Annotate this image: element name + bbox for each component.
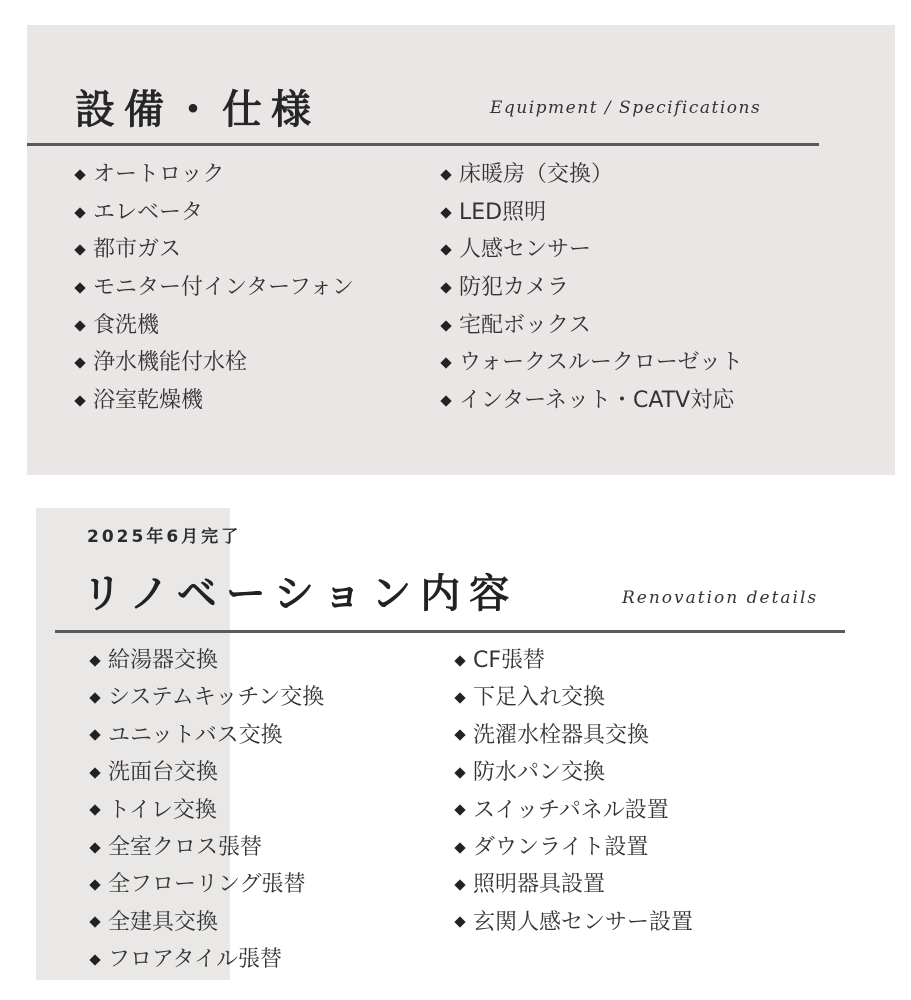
diamond-bullet-icon [89,954,100,965]
list-item-label: 下足入れ交換 [473,685,606,711]
equipment-subtitle: Equipment / Specifications [490,98,762,118]
list-item-label: モニター付インターフォン [93,275,354,301]
diamond-bullet-icon [74,320,85,331]
list-item-label: CF張替 [473,648,546,673]
list-item-label: 防水パン交換 [473,760,606,786]
list-item-label: 全建具交換 [108,909,219,935]
list-item-label: LED照明 [459,199,547,225]
diamond-bullet-icon [89,879,100,890]
list-item-label: 都市ガス [93,237,182,263]
list-item-label: フロアタイル張替 [108,947,283,973]
list-item-label: ウォークスルークローゼット [459,350,744,376]
list-item-label: システムキッチン交換 [108,685,325,711]
list-item-label: 食洗機 [93,312,160,338]
diamond-bullet-icon [440,282,451,293]
diamond-bullet-icon [89,692,100,703]
list-item [456,679,693,716]
diamond-bullet-icon [454,767,465,778]
diamond-bullet-icon [74,169,85,180]
list-item [91,941,324,978]
equipment-list-right [442,156,743,420]
renovation-list-right [456,642,693,941]
diamond-bullet-icon [454,692,465,703]
diamond-bullet-icon [440,320,451,331]
equipment-title: 設備・仕様 [75,87,320,133]
renovation-title: リノベーション内容 [82,571,519,617]
renovation-date: 2025年6月完了 [87,527,242,547]
list-item-label: ダウンライト設置 [473,834,649,860]
diamond-bullet-icon [454,655,465,666]
list-item-label: 宅配ボックス [459,312,591,338]
diamond-bullet-icon [454,842,465,853]
list-item [456,866,693,903]
list-item [91,717,324,754]
diamond-bullet-icon [440,169,451,180]
list-item [91,792,324,829]
list-item [76,307,354,345]
list-item-label: 玄関人感センサー設置 [473,909,694,935]
list-item-label: 洗濯水栓器具交換 [473,722,650,748]
list-item-label: 防犯カメラ [459,275,570,301]
list-item [456,754,693,791]
diamond-bullet-icon [440,245,451,256]
list-item-label: スイッチパネル設置 [473,797,669,823]
equipment-divider [27,143,819,146]
list-item [442,269,743,307]
list-item [456,829,693,866]
list-item [76,344,354,382]
diamond-bullet-icon [454,917,465,928]
list-item [442,231,743,269]
diamond-bullet-icon [89,655,100,666]
list-item [91,642,324,679]
list-item [76,194,354,232]
list-item-label: 洗面台交換 [108,760,219,786]
diamond-bullet-icon [89,730,100,741]
diamond-bullet-icon [89,917,100,928]
diamond-bullet-icon [440,207,451,218]
diamond-bullet-icon [74,358,85,369]
list-item [91,829,324,866]
list-item-label: オートロック [93,162,225,187]
list-item [76,231,354,269]
list-item [456,717,693,754]
renovation-list-left [91,642,324,979]
list-item-label: 床暖房（交換） [459,162,614,187]
list-item [442,307,743,345]
diamond-bullet-icon [74,395,85,406]
diamond-bullet-icon [454,879,465,890]
list-item [76,156,354,194]
renovation-subtitle: Renovation details [622,588,819,608]
list-item-label: 全フローリング張替 [108,872,306,898]
diamond-bullet-icon [454,730,465,741]
list-item [76,269,354,307]
list-item-label: 浄水機能付水栓 [93,350,248,376]
diamond-bullet-icon [89,805,100,816]
list-item [91,679,324,716]
equipment-list-left [76,156,354,420]
list-item [76,382,354,420]
list-item [91,866,324,903]
list-item [442,156,743,194]
list-item-label: 照明器具設置 [473,872,606,898]
renovation-divider [55,630,845,633]
list-item [91,754,324,791]
diamond-bullet-icon [440,395,451,406]
list-item-label: 全室クロス張替 [108,834,263,860]
list-item [442,194,743,232]
list-item [456,792,693,829]
list-item [456,642,693,679]
list-item-label: 給湯器交換 [108,648,219,673]
diamond-bullet-icon [440,358,451,369]
list-item-label: インターネット・CATV対応 [459,388,735,414]
list-item [456,904,693,941]
diamond-bullet-icon [74,245,85,256]
list-item-label: ユニットバス交換 [108,722,283,748]
diamond-bullet-icon [89,767,100,778]
list-item-label: トイレ交換 [108,797,217,823]
diamond-bullet-icon [454,805,465,816]
list-item [442,344,743,382]
diamond-bullet-icon [89,842,100,853]
diamond-bullet-icon [74,282,85,293]
list-item-label: エレベータ [93,199,204,225]
diamond-bullet-icon [74,207,85,218]
list-item [442,382,743,420]
list-item-label: 浴室乾燥機 [93,388,204,414]
list-item [91,904,324,941]
list-item-label: 人感センサー [459,237,592,263]
